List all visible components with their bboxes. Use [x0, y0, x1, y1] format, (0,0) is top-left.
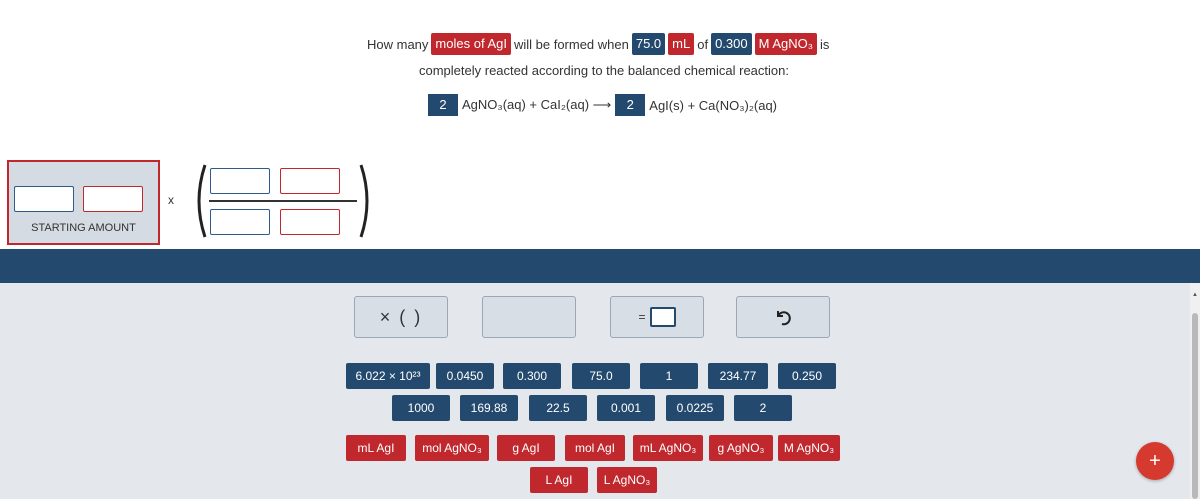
unit-key[interactable]: M AgNO₃	[778, 435, 840, 461]
denominator-unit-slot[interactable]	[280, 209, 340, 235]
number-key[interactable]: 0.300	[503, 363, 561, 389]
number-key[interactable]: 0.001	[597, 395, 655, 421]
add-factor-button[interactable]	[354, 296, 448, 338]
blank-tool-button[interactable]	[482, 296, 576, 338]
unit-key[interactable]: L AgI	[530, 467, 588, 493]
reactant-coefficient: 2	[428, 94, 458, 116]
products-text: AgI(s) + Ca(NO₃)₂(aq)	[649, 97, 778, 113]
number-key[interactable]: 22.5	[529, 395, 587, 421]
volume-unit-tag: mL	[668, 33, 694, 55]
number-key[interactable]: 6.022 × 10²³	[346, 363, 430, 389]
number-key[interactable]: 1000	[392, 395, 450, 421]
scroll-thumb[interactable]	[1192, 313, 1198, 499]
add-factor-label: × ( )	[379, 306, 423, 327]
starting-unit-slot[interactable]	[83, 186, 143, 212]
undo-icon	[773, 307, 793, 327]
balanced-reaction	[428, 94, 777, 116]
product-coefficient: 2	[615, 94, 645, 116]
question-panel	[367, 33, 887, 113]
scroll-up-icon[interactable]: ▲	[1192, 292, 1198, 298]
starting-value-slot[interactable]	[14, 186, 74, 212]
numerator-unit-slot[interactable]	[280, 168, 340, 194]
question-of: of	[697, 36, 709, 52]
toolbar	[0, 249, 1200, 283]
number-key[interactable]: 1	[640, 363, 698, 389]
unit-key[interactable]: mol AgNO₃	[415, 435, 489, 461]
reset-button[interactable]	[736, 296, 830, 338]
answer-button[interactable]	[610, 296, 704, 338]
number-key[interactable]: 234.77	[708, 363, 768, 389]
equals-label: =	[638, 310, 646, 324]
number-key[interactable]: 0.0225	[666, 395, 724, 421]
unit-key[interactable]: g AgNO₃	[709, 435, 773, 461]
starting-amount-box[interactable]	[7, 160, 160, 245]
reactants-text: AgNO₃(aq) + CaI₂(aq) ⟶	[462, 97, 612, 112]
number-key[interactable]: 0.0450	[436, 363, 494, 389]
left-paren-icon	[193, 163, 207, 239]
unit-key[interactable]: L AgNO₃	[597, 467, 657, 493]
unit-key[interactable]: g AgI	[497, 435, 555, 461]
add-fab-button[interactable]: +	[1136, 442, 1174, 480]
number-key[interactable]: 169.88	[460, 395, 518, 421]
concentration-value-tag: 0.300	[711, 33, 752, 55]
answer-tray	[0, 283, 1190, 499]
fraction-bar	[209, 200, 357, 202]
denominator-value-slot[interactable]	[210, 209, 270, 235]
numerator-value-slot[interactable]	[210, 168, 270, 194]
target-unit-tag: moles of AgI	[431, 33, 511, 55]
multiply-symbol: x	[168, 193, 174, 207]
scrollbar[interactable]	[1190, 283, 1200, 499]
right-paren-icon	[359, 163, 373, 239]
conversion-factor[interactable]	[193, 163, 373, 239]
concentration-unit-tag: M AgNO₃	[755, 33, 817, 55]
number-key[interactable]: 75.0	[572, 363, 630, 389]
answer-box-icon	[650, 307, 676, 327]
question-suffix: is	[820, 36, 830, 52]
question-line-1	[367, 33, 887, 55]
question-mid: will be formed when	[513, 36, 629, 52]
question-prefix: How many	[367, 36, 429, 52]
unit-key[interactable]: mL AgNO₃	[633, 435, 703, 461]
starting-amount-label: STARTING AMOUNT	[31, 222, 136, 234]
volume-value-tag: 75.0	[632, 33, 665, 55]
question-line-2: completely reacted according to the balanced chemical reaction:	[419, 63, 789, 78]
number-key[interactable]: 0.250	[778, 363, 836, 389]
unit-key[interactable]: mol AgI	[565, 435, 625, 461]
number-key[interactable]: 2	[734, 395, 792, 421]
unit-key[interactable]: mL AgI	[346, 435, 406, 461]
